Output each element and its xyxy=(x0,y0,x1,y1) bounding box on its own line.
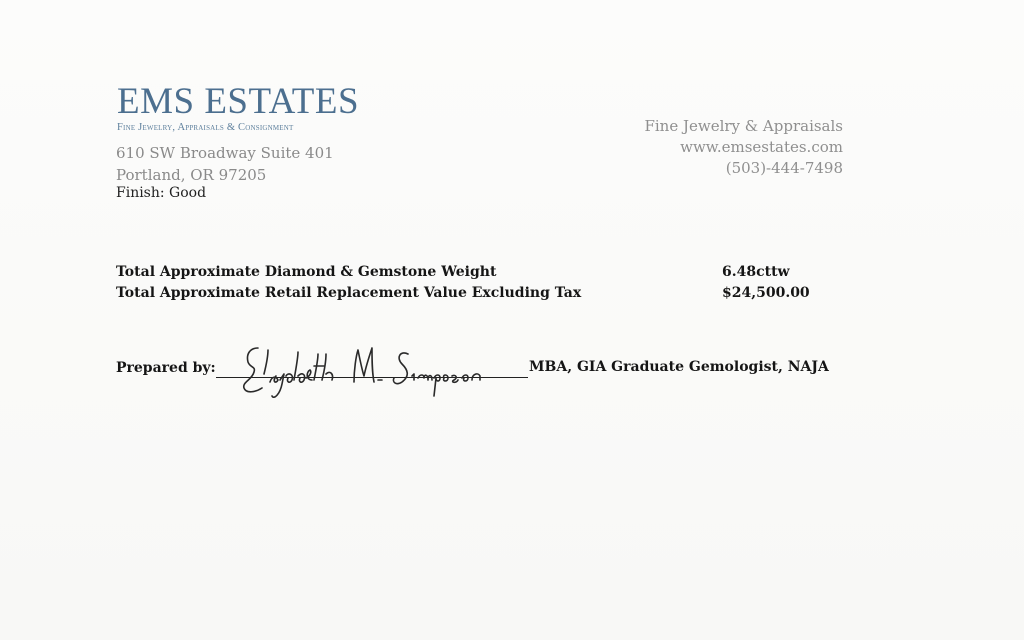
prepared-by-label: Prepared by: xyxy=(116,360,216,376)
brand-name: EMS ESTATES xyxy=(117,81,360,122)
preparer-credentials: MBA, GIA Graduate Gemologist, NAJA xyxy=(529,359,829,375)
brand-logo xyxy=(117,82,359,133)
totals-value: 6.48cttw xyxy=(722,264,790,280)
business-address xyxy=(116,142,334,186)
contact-block xyxy=(644,116,843,179)
finish-field: Finish: Good xyxy=(116,185,207,201)
address-line-2: Portland, OR 97205 xyxy=(116,166,267,184)
contact-tagline: Fine Jewelry & Appraisals xyxy=(644,117,843,135)
contact-website: www.emsestates.com xyxy=(680,138,843,156)
totals-label: Total Approximate Retail Replacement Value Excluding Tax xyxy=(116,285,582,301)
totals-section xyxy=(116,262,816,304)
totals-label: Total Approximate Diamond & Gemstone Weight xyxy=(116,264,497,280)
totals-row-weight xyxy=(116,262,816,283)
contact-phone: (503)-444-7498 xyxy=(725,159,843,177)
totals-value: $24,500.00 xyxy=(722,285,810,301)
handwritten-signature xyxy=(236,336,496,406)
address-line-1: 610 SW Broadway Suite 401 xyxy=(116,144,334,162)
brand-tagline: Fine Jewelry, Appraisals & Consignment xyxy=(117,122,294,133)
totals-row-value xyxy=(116,283,816,304)
